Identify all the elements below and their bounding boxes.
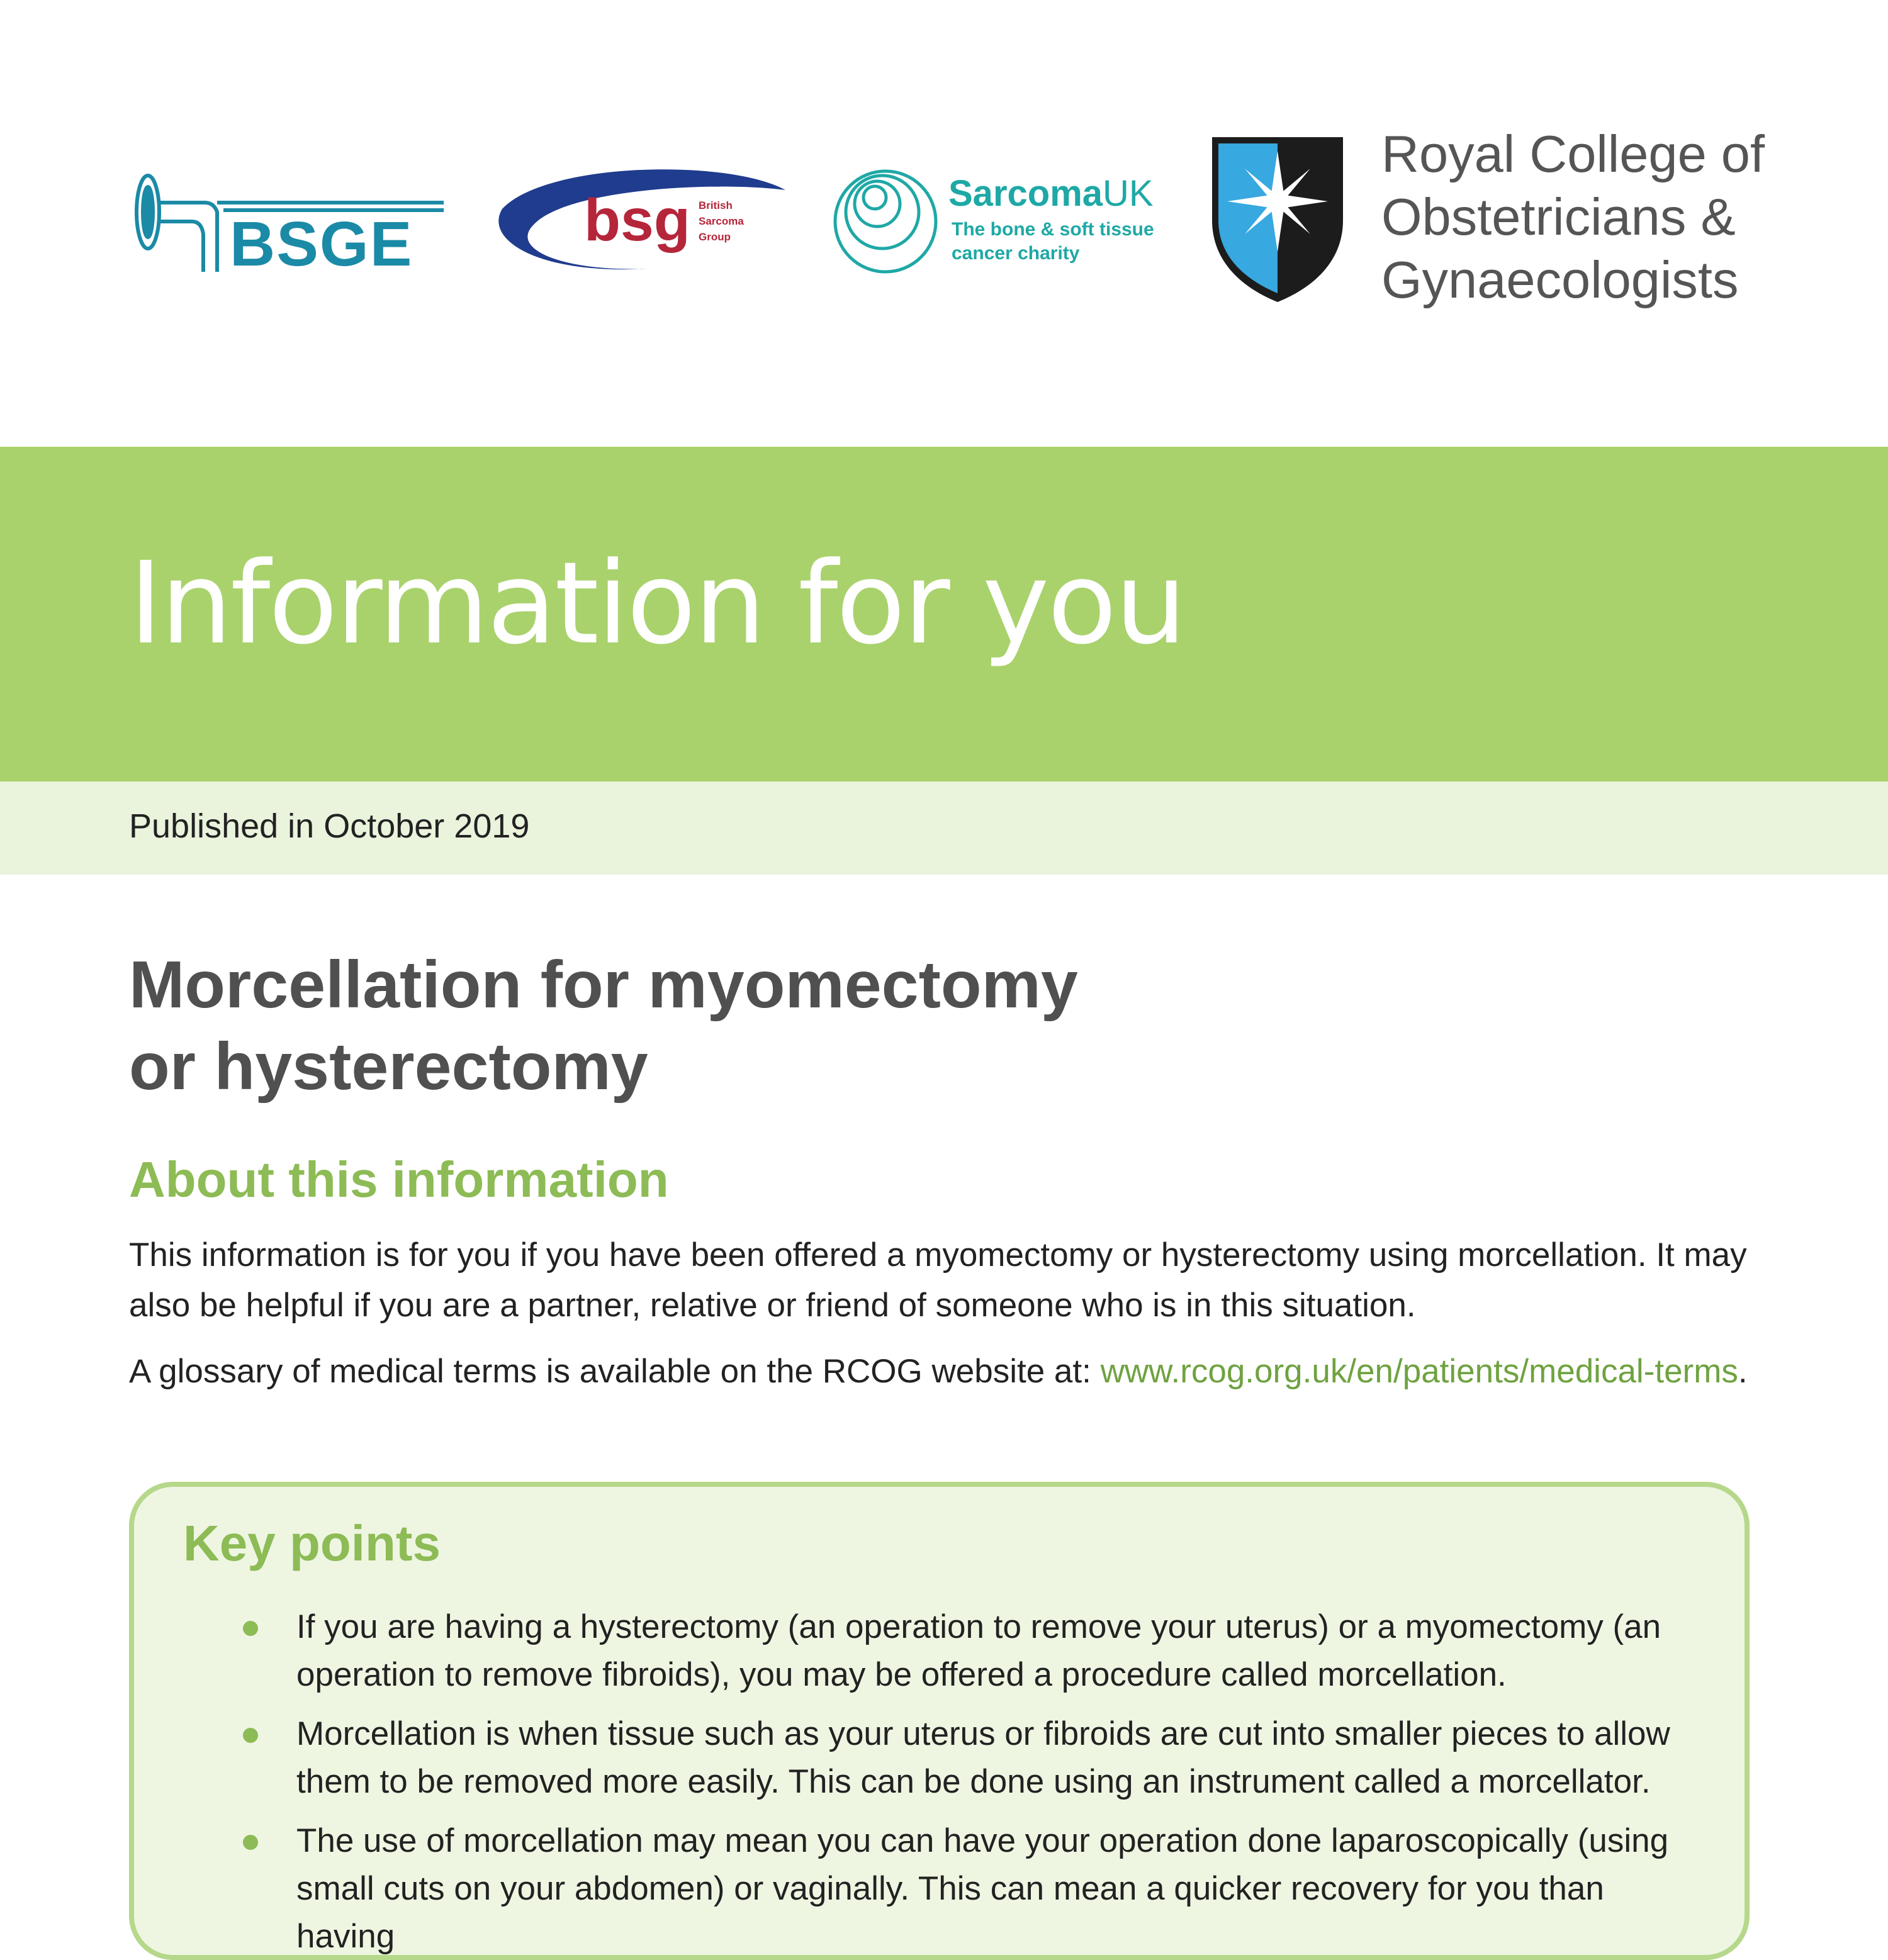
bsg-subtext-1: British bbox=[699, 199, 733, 211]
key-point-item bbox=[134, 1817, 1750, 1960]
about-heading: About this information bbox=[129, 1151, 669, 1207]
banner-title: Information for you bbox=[129, 538, 1185, 669]
key-point-text: Morcellation is when tissue such as your uterus or fibroids are cut into smaller pieces to allow them to be removed more easily. This can be done using an instrument called a morcellator. bbox=[296, 1715, 1670, 1800]
glossary-paragraph bbox=[129, 1347, 1765, 1397]
bsge-logo bbox=[129, 165, 450, 284]
bullet-dot-icon bbox=[243, 1621, 258, 1636]
key-points-list bbox=[134, 1603, 1750, 1960]
bsg-subtext-2: Sarcoma bbox=[699, 215, 744, 227]
key-point-item bbox=[134, 1710, 1750, 1806]
rcog-shield-star-icon bbox=[1208, 132, 1347, 305]
document-title bbox=[129, 944, 1765, 1107]
bsg-subtext-3: Group bbox=[699, 231, 731, 243]
bullet-dot-icon bbox=[243, 1728, 258, 1743]
key-point-text: If you are having a hysterectomy (an operation to remove your uterus) or a myomectomy (an operation to remove fibroids), you may be offered a procedure called morcellation. bbox=[296, 1608, 1661, 1693]
key-points-box bbox=[129, 1482, 1750, 1960]
sarcoma-name: Sarcoma bbox=[948, 173, 1103, 214]
bsge-wordmark: BSGE bbox=[230, 209, 413, 279]
key-point-text: The use of morcellation may mean you can have your operation done laparoscopically (using small cuts on your abdomen) or vaginally. This can mean a quicker recovery for you than having bbox=[296, 1822, 1669, 1955]
sarcoma-uk-suffix: UK bbox=[1103, 173, 1154, 214]
bsg-wordmark: bsg bbox=[584, 187, 690, 254]
bsg-logo bbox=[490, 165, 792, 278]
publication-date: Published in October 2019 bbox=[129, 807, 530, 845]
sarcoma-uk-logo bbox=[832, 165, 1172, 281]
key-point-item bbox=[134, 1603, 1750, 1699]
rcog-name-line-1: Royal College of bbox=[1381, 125, 1765, 183]
glossary-link[interactable]: www.rcog.org.uk/en/patients/medical-terms bbox=[1100, 1353, 1738, 1390]
key-points-heading: Key points bbox=[183, 1515, 441, 1571]
glossary-prefix: A glossary of medical terms is available on the RCOG website at: bbox=[129, 1353, 1101, 1390]
rcog-name-line-3: Gynaecologists bbox=[1381, 250, 1739, 309]
sarcoma-wordmark bbox=[948, 173, 1154, 214]
bullet-dot-icon bbox=[243, 1835, 258, 1850]
about-paragraph: This information is for you if you have been offered a myomectomy or hysterectomy using morcellation. It may also be helpful if you are a partner, relative or friend of someone who is in this situation. bbox=[129, 1236, 1747, 1324]
sarcoma-tagline-2: cancer charity bbox=[952, 243, 1080, 264]
document-title-line-1: Morcellation for myomectomy bbox=[129, 948, 1078, 1022]
rcog-name bbox=[1381, 123, 1860, 311]
glossary-suffix: . bbox=[1738, 1353, 1748, 1390]
sarcoma-tagline-1: The bone & soft tissue bbox=[952, 219, 1154, 240]
rcog-name-line-2: Obstetricians & bbox=[1381, 188, 1736, 246]
document-title-line-2: or hysterectomy bbox=[129, 1029, 648, 1104]
